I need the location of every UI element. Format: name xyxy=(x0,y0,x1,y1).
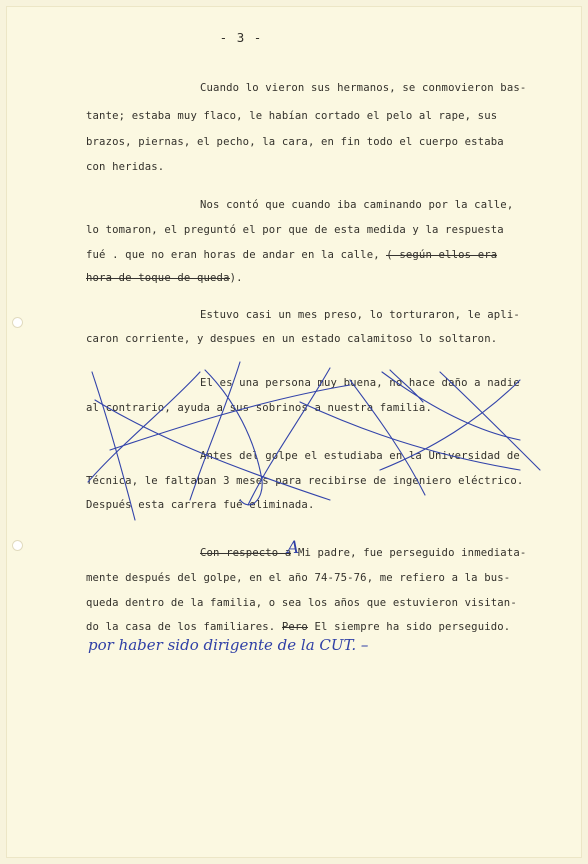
text-line xyxy=(86,272,243,284)
punch-hole xyxy=(12,540,23,551)
text-line: brazos, piernas, el pecho, la cara, en fin todo el cuerpo estaba xyxy=(86,136,504,148)
text-line: mente después del golpe, en el año 74-75-76, me refiero a la bus- xyxy=(86,572,511,584)
text-fragment: ). xyxy=(229,272,243,284)
text-line: al contrario, ayuda a sus sobrinos a nuestra familia. xyxy=(86,402,432,414)
text-fragment: Mi padre, fue perseguido inmediata- xyxy=(297,547,527,559)
text-line xyxy=(200,547,526,559)
text-line: Antes del golpe el estudiaba en la Universidad de xyxy=(200,450,520,462)
text-fragment: El siempre ha sido perseguido. xyxy=(314,621,511,633)
text-line: Nos contó que cuando iba caminando por la calle, xyxy=(200,199,514,211)
text-line: con heridas. xyxy=(86,161,165,173)
text-line: Cuando lo vieron sus hermanos, se conmovieron bas- xyxy=(200,82,527,94)
text-line: caron corriente, y despues en un estado calamitoso lo soltaron. xyxy=(86,333,498,345)
handwritten-insert-mark: A xyxy=(287,538,300,558)
text-line: lo tomaron, el preguntó el por que de esta medida y la respuesta xyxy=(86,224,504,236)
struck-text: ( según ellos era xyxy=(386,249,498,261)
text-line: tante; estaba muy flaco, le habían cortado el pelo al rape, sus xyxy=(86,110,498,122)
text-fragment: fué . que no eran horas de andar en la calle, xyxy=(86,249,380,261)
handwritten-note: por haber sido dirigente de la CUT. – xyxy=(88,636,369,654)
text-line: El es una persona muy buena, no hace daño a nadie xyxy=(200,377,520,389)
struck-text: Pero xyxy=(281,621,308,633)
text-line: Técnica, le faltaban 3 meses para recibirse de ingeniero eléctrico. xyxy=(86,475,524,487)
page-number: - 3 - xyxy=(219,30,263,45)
text-line xyxy=(86,249,497,261)
text-line: Después esta carrera fué eliminada. xyxy=(86,499,315,511)
text-line xyxy=(86,621,510,633)
text-fragment: do la casa de los familiares. xyxy=(86,621,276,633)
document-page xyxy=(6,6,582,858)
text-line: queda dentro de la familia, o sea los años que estuvieron visitan- xyxy=(86,597,517,609)
text-line: Estuvo casi un mes preso, lo torturaron, le apli- xyxy=(200,309,520,321)
struck-text: Con respecto a xyxy=(200,547,292,559)
punch-hole xyxy=(12,317,23,328)
struck-text: hora de toque de queda xyxy=(86,272,230,284)
